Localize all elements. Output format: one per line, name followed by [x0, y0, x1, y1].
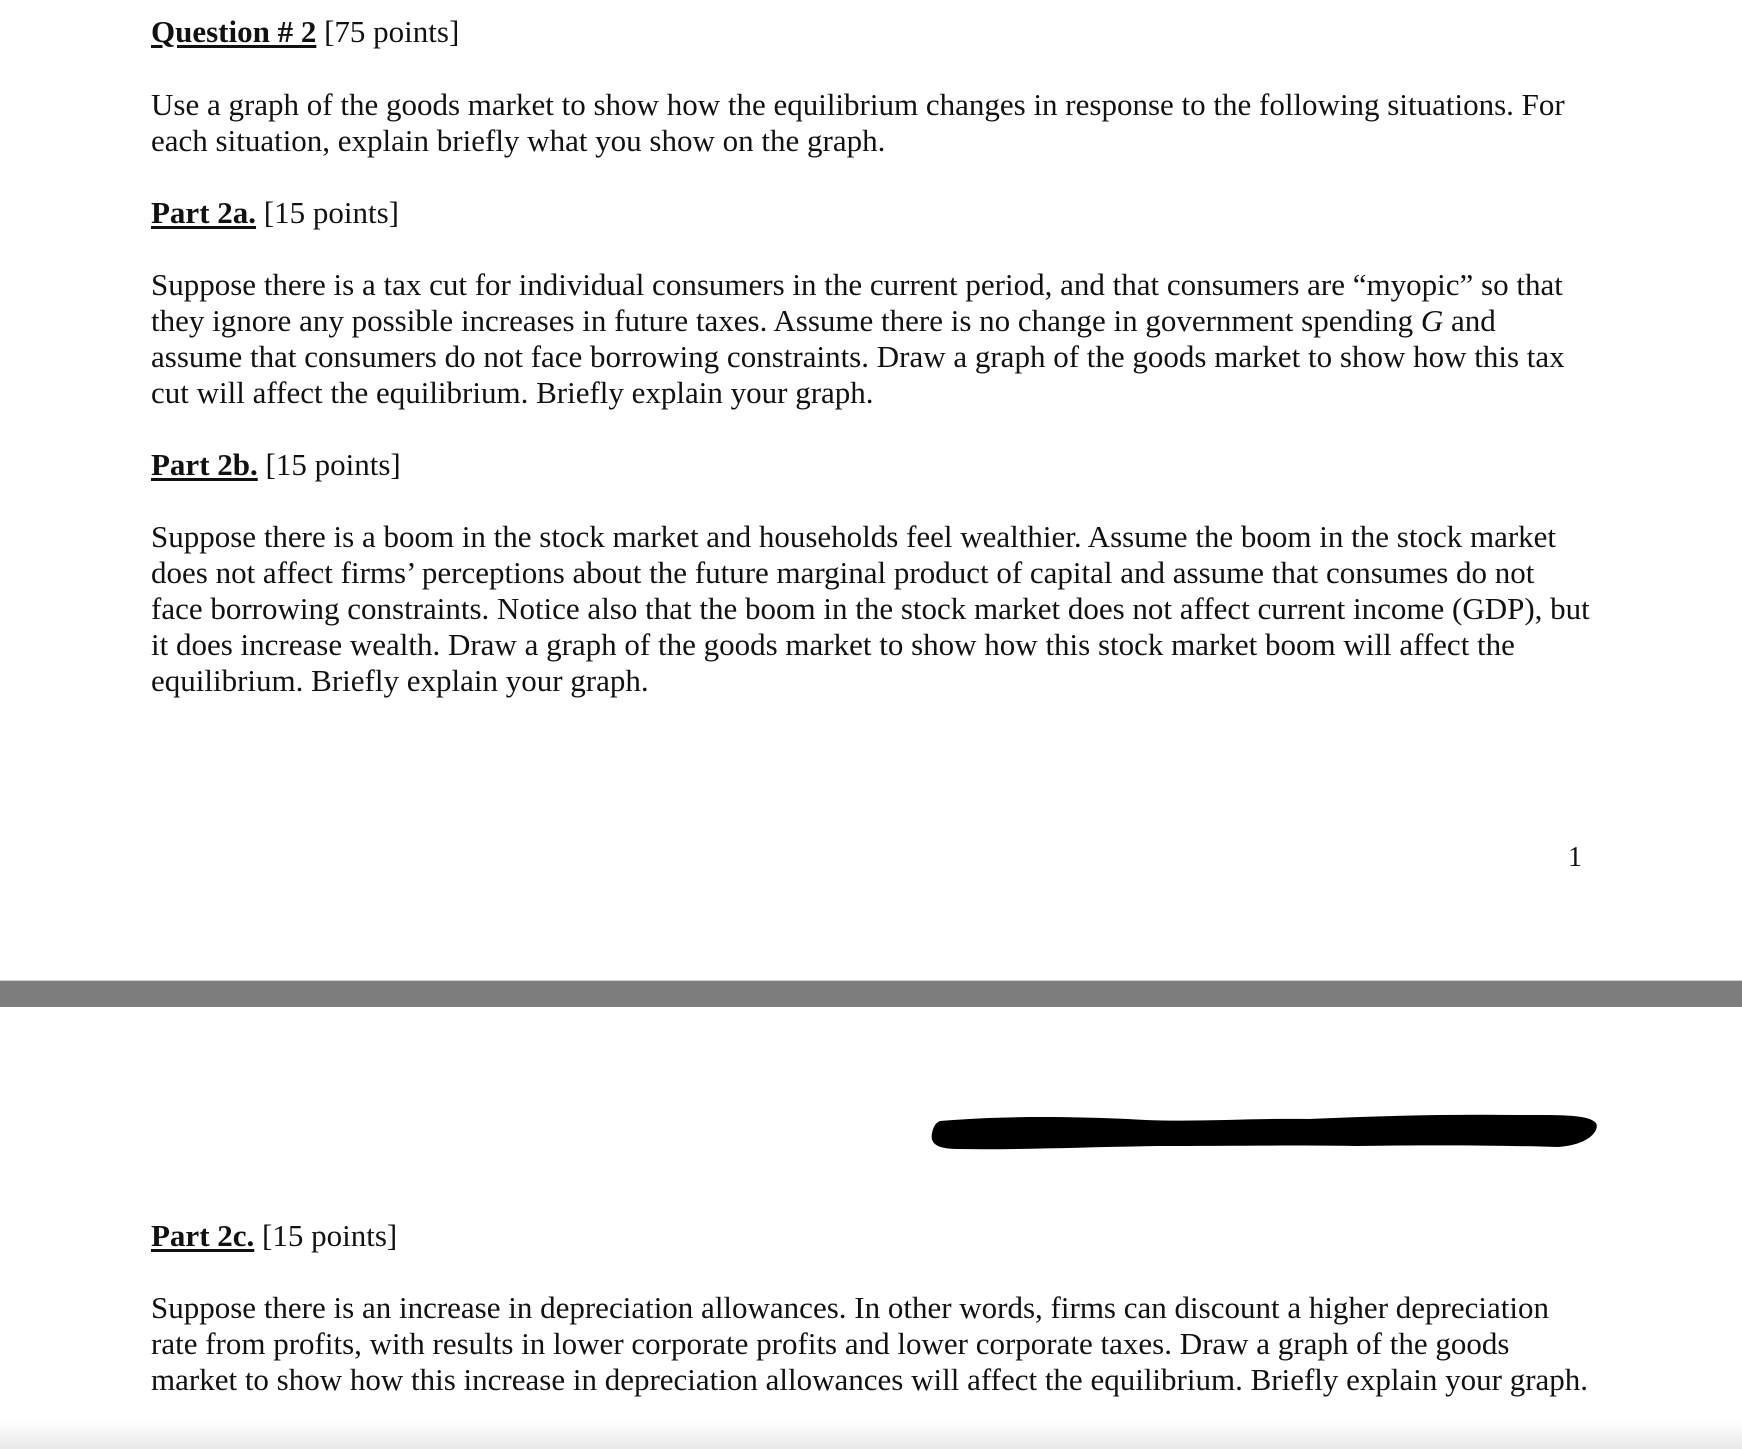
- part-2b-label: Part 2b.: [151, 447, 258, 482]
- part-2a-label: Part 2a.: [151, 195, 257, 230]
- document-page-2: [0, 1007, 1742, 1449]
- question-heading: [151, 14, 1591, 50]
- part-2a-text: [151, 267, 1591, 411]
- question-intro-text: Use a graph of the goods market to show how the equilibrium changes in response to the following situations. For each situation, explain briefly what you show on the graph.: [151, 87, 1565, 158]
- page-number: 1: [1568, 842, 1582, 873]
- bottom-shadow: [0, 1421, 1742, 1449]
- part-2a-points: [15 points]: [256, 195, 399, 230]
- part-2c-text: Suppose there is an increase in depreciation allowances. In other words, firms can discount a higher depreciation rate from profits, with results in lower corporate profits and lower corporate taxes. Draw a graph of the goods market to show how this increase in depreciation allowances will affect the equilibrium. Briefly explain your graph.: [151, 1290, 1589, 1397]
- part-2b-points: [15 points]: [257, 447, 401, 482]
- part-2a-body: [151, 267, 1591, 411]
- part-2c-body: [151, 1290, 1591, 1398]
- part-2c-label: Part 2c.: [151, 1218, 255, 1253]
- question-intro: [151, 87, 1591, 159]
- redaction-mark: [928, 1109, 1603, 1155]
- part-2b-text: Suppose there is a boom in the stock market and households feel wealthier. Assume the boom in the stock market does not affect firms’ perceptions about the future marginal product of capital and assume that consumes do not face borrowing constraints. Notice also that the boom in the stock market does not affect current income (GDP), but it does increase wealth. Draw a graph of the goods market to show how this stock market boom will affect the equilibrium. Briefly explain your graph.: [151, 519, 1590, 698]
- part-2b-body: [151, 519, 1591, 699]
- government-spending-symbol: G: [1420, 303, 1444, 338]
- part-2c-heading: [151, 1218, 1591, 1254]
- question-points: [75 points]: [316, 14, 460, 49]
- page-separator: [0, 981, 1742, 1007]
- part-2a-heading: [151, 195, 1591, 231]
- part-2b-heading: [151, 447, 1591, 483]
- part-2a-text-after-g: and assume that consumers do not face borrowing constraints. Draw a graph of the goods market to show how this tax cut will affect the equilibrium. Briefly explain your graph.: [151, 303, 1565, 410]
- part-2c-points: [15 points]: [254, 1218, 398, 1253]
- question-label: Question # 2: [151, 14, 317, 49]
- part-2a-text-before-g: Suppose there is a tax cut for individual consumers in the current period, and that consumers are “myopic” so that they ignore any possible increases in future taxes. Assume there is no change in government spending: [151, 267, 1563, 338]
